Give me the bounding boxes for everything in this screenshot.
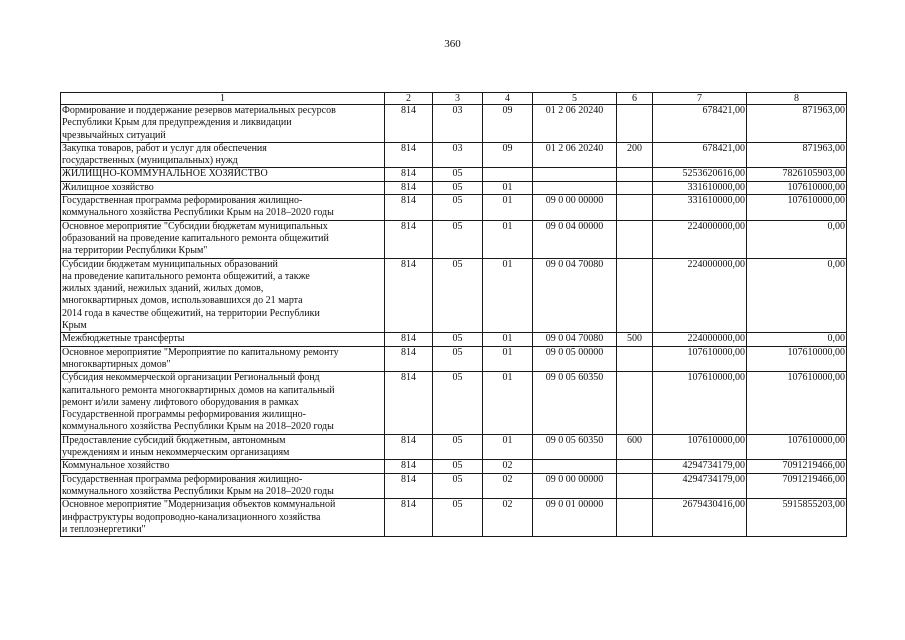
row-name-line: Коммунальное хозяйство: [62, 460, 170, 472]
expense-type-cell: [617, 195, 653, 221]
amount-year2-cell: 871963,00: [747, 105, 847, 143]
ministry-code-cell: 814: [385, 220, 433, 258]
ministry-code-cell: 814: [385, 142, 433, 168]
section-code-cell: 05: [433, 434, 483, 460]
amount-year1-cell: 224000000,00: [653, 333, 747, 346]
ministry-code-cell: 814: [385, 195, 433, 221]
ministry-code-cell: 814: [385, 258, 433, 333]
expense-type-cell: [617, 460, 653, 473]
section-code-cell: 05: [433, 220, 483, 258]
row-name-line: на территории Республики Крым": [62, 245, 208, 257]
target-article-cell: 09 0 04 70080: [533, 333, 617, 346]
ministry-code-cell: 814: [385, 434, 433, 460]
column-header: 1: [61, 93, 385, 105]
subsection-code-cell: 01: [483, 181, 533, 194]
subsection-code-cell: 01: [483, 372, 533, 434]
row-name-cell: [61, 346, 385, 372]
row-name-line: и теплоэнергетики": [62, 523, 146, 535]
target-article-cell: 09 0 00 00000: [533, 195, 617, 221]
target-article-cell: 09 0 05 00000: [533, 346, 617, 372]
ministry-code-cell: 814: [385, 460, 433, 473]
row-name-cell: [61, 434, 385, 460]
expense-type-cell: [617, 105, 653, 143]
row-name-cell: [61, 460, 385, 473]
column-header: 4: [483, 93, 533, 105]
amount-year1-cell: 4294734179,00: [653, 473, 747, 499]
table-row: [61, 372, 847, 434]
ministry-code-cell: 814: [385, 181, 433, 194]
row-name-cell: [61, 220, 385, 258]
expense-type-cell: [617, 168, 653, 181]
amount-year2-cell: 0,00: [747, 220, 847, 258]
amount-year2-cell: 0,00: [747, 333, 847, 346]
row-name-line: Основное мероприятие "Субсидии бюджетам муниципальных: [62, 220, 328, 232]
amount-year2-cell: 107610000,00: [747, 434, 847, 460]
target-article-cell: 09 0 00 00000: [533, 473, 617, 499]
table-row: [61, 473, 847, 499]
row-name-cell: [61, 142, 385, 168]
amount-year1-cell: 2679430416,00: [653, 499, 747, 537]
row-name-line: коммунального хозяйства Республики Крым на 2018–2020 годы: [62, 421, 334, 433]
row-name-line: жилых зданий, нежилых зданий, жилых домов,: [62, 283, 264, 295]
expense-type-cell: [617, 258, 653, 333]
section-code-cell: 05: [433, 168, 483, 181]
ministry-code-cell: 814: [385, 372, 433, 434]
row-name-line: Государственной программы реформирования жилищно-: [62, 409, 306, 421]
subsection-code-cell: 01: [483, 195, 533, 221]
ministry-code-cell: 814: [385, 499, 433, 537]
row-name-line: Государственная программа реформирования жилищно-: [62, 195, 303, 207]
row-name-line: Основное мероприятие "Модернизация объектов коммунальной: [62, 499, 336, 511]
subsection-code-cell: 02: [483, 499, 533, 537]
target-article-cell: [533, 460, 617, 473]
expense-type-cell: [617, 181, 653, 194]
section-code-cell: 05: [433, 499, 483, 537]
table-header-row: [61, 93, 847, 105]
column-header: 7: [653, 93, 747, 105]
row-name-line: капитального ремонта многоквартирных домов на капитальный: [62, 384, 335, 396]
row-name-line: Предоставление субсидий бюджетным, автономным: [62, 434, 286, 446]
amount-year1-cell: 5253620616,00: [653, 168, 747, 181]
row-name-cell: [61, 168, 385, 181]
subsection-code-cell: [483, 168, 533, 181]
subsection-code-cell: 01: [483, 258, 533, 333]
table-row: [61, 181, 847, 194]
section-code-cell: 05: [433, 195, 483, 221]
row-name-cell: [61, 372, 385, 434]
section-code-cell: 05: [433, 372, 483, 434]
amount-year2-cell: 107610000,00: [747, 181, 847, 194]
row-name-line: ремонт и/или замену лифтового оборудования в рамках: [62, 396, 299, 408]
expense-type-cell: 500: [617, 333, 653, 346]
amount-year1-cell: 331610000,00: [653, 195, 747, 221]
table-row: [61, 105, 847, 143]
expense-type-cell: 200: [617, 142, 653, 168]
row-name-line: коммунального хозяйства Республики Крым на 2018–2020 годы: [62, 207, 334, 219]
expense-type-cell: [617, 473, 653, 499]
row-name-cell: [61, 473, 385, 499]
row-name-line: Основное мероприятие "Мероприятие по капитальному ремонту: [62, 346, 339, 358]
section-code-cell: 05: [433, 258, 483, 333]
section-code-cell: 03: [433, 142, 483, 168]
table-row: [61, 460, 847, 473]
section-code-cell: 05: [433, 333, 483, 346]
column-header: 6: [617, 93, 653, 105]
subsection-code-cell: 09: [483, 105, 533, 143]
amount-year2-cell: 107610000,00: [747, 346, 847, 372]
amount-year2-cell: 0,00: [747, 258, 847, 333]
row-name-cell: [61, 181, 385, 194]
target-article-cell: 01 2 06 20240: [533, 105, 617, 143]
row-name-line: Жилищное хозяйство: [62, 181, 154, 193]
amount-year1-cell: 107610000,00: [653, 434, 747, 460]
subsection-code-cell: 01: [483, 434, 533, 460]
amount-year2-cell: 871963,00: [747, 142, 847, 168]
subsection-code-cell: 02: [483, 460, 533, 473]
table-row: [61, 499, 847, 537]
target-article-cell: 09 0 01 00000: [533, 499, 617, 537]
row-name-line: Межбюджетные трансферты: [62, 333, 185, 345]
amount-year1-cell: 4294734179,00: [653, 460, 747, 473]
row-name-line: Республики Крым для предупреждения и ликвидации: [62, 117, 292, 129]
ministry-code-cell: 814: [385, 105, 433, 143]
ministry-code-cell: 814: [385, 333, 433, 346]
table-row: [61, 434, 847, 460]
ministry-code-cell: 814: [385, 346, 433, 372]
table-body: [61, 105, 847, 537]
row-name-line: многоквартирных домов, использовавшихся до 21 марта: [62, 295, 303, 307]
page-number: 360: [444, 38, 461, 50]
amount-year1-cell: 678421,00: [653, 105, 747, 143]
table-row: [61, 258, 847, 333]
subsection-code-cell: 01: [483, 220, 533, 258]
column-header: 5: [533, 93, 617, 105]
table-row: [61, 220, 847, 258]
table-row: [61, 168, 847, 181]
target-article-cell: 01 2 06 20240: [533, 142, 617, 168]
section-code-cell: 05: [433, 346, 483, 372]
row-name-cell: [61, 105, 385, 143]
column-header: 2: [385, 93, 433, 105]
amount-year2-cell: 7091219466,00: [747, 473, 847, 499]
row-name-line: Закупка товаров, работ и услуг для обеспечения: [62, 142, 267, 154]
row-name-cell: [61, 258, 385, 333]
target-article-cell: 09 0 05 60350: [533, 434, 617, 460]
row-name-line: Субсидии бюджетам муниципальных образований: [62, 258, 278, 270]
budget-table: [60, 92, 847, 537]
amount-year1-cell: 224000000,00: [653, 258, 747, 333]
row-name-line: коммунального хозяйства Республики Крым на 2018–2020 годы: [62, 485, 334, 497]
amount-year2-cell: 107610000,00: [747, 195, 847, 221]
row-name-line: чрезвычайных ситуаций: [62, 129, 166, 141]
ministry-code-cell: 814: [385, 473, 433, 499]
section-code-cell: 05: [433, 473, 483, 499]
expense-type-cell: 600: [617, 434, 653, 460]
table-row: [61, 195, 847, 221]
ministry-code-cell: 814: [385, 168, 433, 181]
subsection-code-cell: 02: [483, 473, 533, 499]
target-article-cell: [533, 168, 617, 181]
amount-year1-cell: 331610000,00: [653, 181, 747, 194]
row-name-line: Государственная программа реформирования жилищно-: [62, 473, 303, 485]
row-name-cell: [61, 499, 385, 537]
section-code-cell: 05: [433, 460, 483, 473]
row-name-line: Субсидия некоммерческой организации Региональный фонд: [62, 372, 320, 384]
section-code-cell: 03: [433, 105, 483, 143]
expense-type-cell: [617, 346, 653, 372]
target-article-cell: 09 0 04 00000: [533, 220, 617, 258]
column-header: 8: [747, 93, 847, 105]
row-name-line: государственных (муниципальных) нужд: [62, 155, 238, 167]
target-article-cell: 09 0 05 60350: [533, 372, 617, 434]
row-name-line: 2014 года в качестве общежитий, на территории Республики: [62, 307, 320, 319]
amount-year1-cell: 107610000,00: [653, 372, 747, 434]
row-name-line: многоквартирных домов": [62, 358, 171, 370]
row-name-line: на проведение капитального ремонта общежитий, а также: [62, 270, 310, 282]
row-name-line: Крым: [62, 320, 87, 332]
subsection-code-cell: 01: [483, 333, 533, 346]
target-article-cell: [533, 181, 617, 194]
table-row: [61, 346, 847, 372]
section-code-cell: 05: [433, 181, 483, 194]
row-name-line: учреждениям и иным некоммерческим организациям: [62, 447, 290, 459]
table-row: [61, 142, 847, 168]
amount-year2-cell: 107610000,00: [747, 372, 847, 434]
expense-type-cell: [617, 372, 653, 434]
target-article-cell: 09 0 04 70080: [533, 258, 617, 333]
subsection-code-cell: 01: [483, 346, 533, 372]
amount-year2-cell: 7091219466,00: [747, 460, 847, 473]
amount-year1-cell: 678421,00: [653, 142, 747, 168]
amount-year1-cell: 224000000,00: [653, 220, 747, 258]
subsection-code-cell: 09: [483, 142, 533, 168]
row-name-line: инфраструктуры водопроводно-канализационного хозяйства: [62, 511, 321, 523]
expense-type-cell: [617, 220, 653, 258]
row-name-line: ЖИЛИЩНО-КОММУНАЛЬНОЕ ХОЗЯЙСТВО: [62, 168, 268, 180]
column-header: 3: [433, 93, 483, 105]
row-name-cell: [61, 333, 385, 346]
row-name-line: образований на проведение капитального ремонта общежитий: [62, 232, 329, 244]
amount-year1-cell: 107610000,00: [653, 346, 747, 372]
expense-type-cell: [617, 499, 653, 537]
row-name-line: Формирование и поддержание резервов материальных ресурсов: [62, 105, 336, 116]
row-name-cell: [61, 195, 385, 221]
amount-year2-cell: 7826105903,00: [747, 168, 847, 181]
amount-year2-cell: 5915855203,00: [747, 499, 847, 537]
table-row: [61, 333, 847, 346]
